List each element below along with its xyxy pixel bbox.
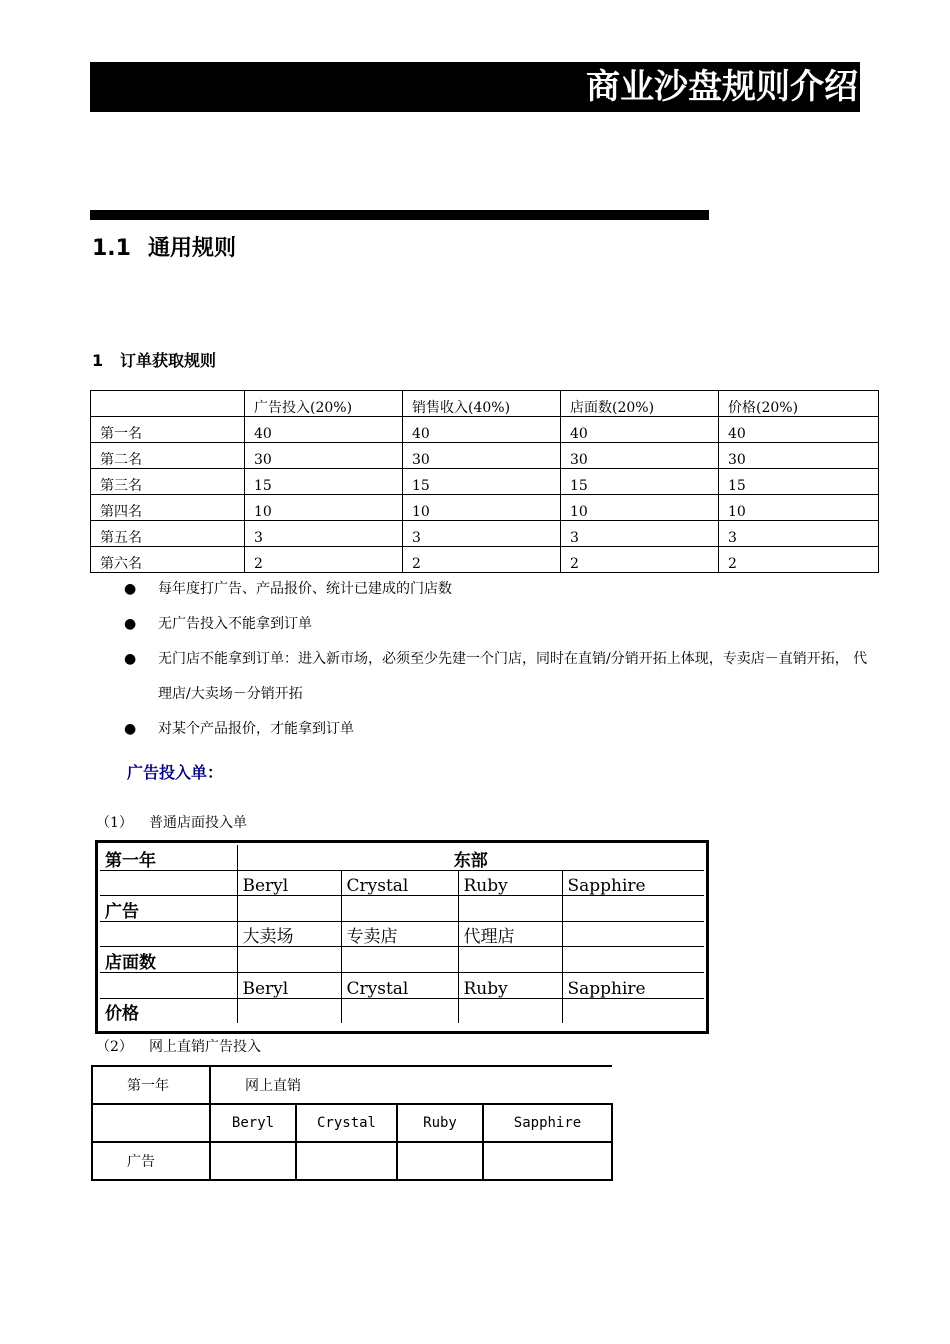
table-row	[100, 845, 704, 870]
table-cell: 30	[403, 443, 561, 469]
section-divider	[90, 210, 709, 220]
form1-caption-text: 普通店面投入单	[149, 815, 247, 831]
region-label: 东部	[237, 845, 704, 870]
bullet-text: 对某个产品报价，才能拿到订单	[158, 721, 354, 737]
table-cell: 15	[403, 469, 561, 495]
subsection-number: 1	[92, 351, 104, 370]
ad-input-cell[interactable]	[397, 1142, 483, 1180]
table-row	[91, 469, 879, 495]
table-cell: 40	[719, 417, 879, 443]
table-cell	[92, 1104, 210, 1142]
store-count-input-cell[interactable]	[341, 947, 458, 973]
table-row	[91, 443, 879, 469]
store-count-input-cell[interactable]	[562, 947, 704, 973]
ad-row-label: 广告	[92, 1142, 210, 1180]
product-label: Crystal	[341, 972, 458, 998]
bullet-icon: ●	[124, 616, 137, 632]
store-ad-form	[95, 840, 709, 1034]
table-row	[91, 547, 879, 573]
year-label: 第一年	[100, 845, 237, 870]
ad-form-colon: ：	[207, 763, 224, 782]
table-cell: 第四名	[91, 495, 245, 521]
table-cell: 3	[561, 521, 719, 547]
title-bar	[90, 62, 860, 112]
table-cell: 40	[561, 417, 719, 443]
ad-row-label: 广告	[100, 896, 237, 922]
ad-input-cell[interactable]	[562, 896, 704, 922]
table-row	[100, 870, 704, 896]
table-row	[100, 921, 704, 947]
bullet-text: 无广告投入不能拿到订单	[158, 616, 312, 632]
order-score-table	[90, 390, 879, 573]
price-input-cell[interactable]	[341, 998, 458, 1023]
product-label: Ruby	[397, 1104, 483, 1142]
table-row	[91, 417, 879, 443]
table-cell	[100, 972, 237, 998]
table-cell: 15	[561, 469, 719, 495]
table-header-row	[91, 391, 879, 417]
table-row	[91, 495, 879, 521]
bullet-text: 每年度打广告、产品报价、统计已建成的门店数	[158, 581, 452, 597]
table-cell: 第一名	[91, 417, 245, 443]
table-cell: 10	[561, 495, 719, 521]
table-row	[100, 947, 704, 973]
product-label: Beryl	[237, 972, 341, 998]
ad-input-cell[interactable]	[237, 896, 341, 922]
form1-caption-number: （1）	[96, 815, 133, 831]
table-cell: 2	[403, 547, 561, 573]
store-type-label: 专卖店	[341, 921, 458, 947]
price-input-cell[interactable]	[562, 998, 704, 1023]
product-label: Ruby	[458, 972, 562, 998]
table-cell: 15	[719, 469, 879, 495]
table-header-cell: 销售收入(40%)	[403, 391, 561, 417]
table-cell: 30	[719, 443, 879, 469]
table-header-cell: 价格(20%)	[719, 391, 879, 417]
form2-caption-text: 网上直销广告投入	[149, 1039, 261, 1055]
price-input-cell[interactable]	[237, 998, 341, 1023]
bullet-icon: ●	[124, 581, 137, 597]
list-item	[118, 642, 878, 712]
table-cell: 2	[245, 547, 403, 573]
rule-bullet-list	[118, 572, 878, 747]
ad-input-cell[interactable]	[483, 1142, 612, 1180]
channel-label: 网上直销	[210, 1066, 612, 1104]
subsection-title: 订单获取规则	[120, 351, 217, 370]
table-cell: 2	[561, 547, 719, 573]
form2-caption	[96, 1036, 261, 1058]
ad-input-cell[interactable]	[341, 896, 458, 922]
product-label: Sapphire	[562, 972, 704, 998]
table-row	[92, 1104, 612, 1142]
form2-caption-number: （2）	[96, 1039, 133, 1055]
store-count-input-cell[interactable]	[458, 947, 562, 973]
table-cell: 40	[403, 417, 561, 443]
table-cell: 15	[245, 469, 403, 495]
table-row	[100, 972, 704, 998]
table-cell	[100, 870, 237, 896]
ad-input-cell[interactable]	[296, 1142, 397, 1180]
table-cell: 10	[403, 495, 561, 521]
ad-input-cell[interactable]	[458, 896, 562, 922]
table-cell: 10	[719, 495, 879, 521]
table-cell: 30	[561, 443, 719, 469]
table-row	[100, 896, 704, 922]
table-cell: 第三名	[91, 469, 245, 495]
product-label: Ruby	[458, 870, 562, 896]
product-label: Sapphire	[562, 870, 704, 896]
table-row	[100, 998, 704, 1023]
bullet-icon: ●	[124, 721, 137, 737]
document-title: 商业沙盘规则介绍	[586, 67, 858, 107]
list-item	[118, 572, 878, 607]
store-type-label	[562, 921, 704, 947]
product-label: Beryl	[210, 1104, 296, 1142]
ad-form-label: 广告投入单	[127, 763, 208, 782]
store-ad-form-table	[100, 845, 704, 1023]
ad-input-cell[interactable]	[210, 1142, 296, 1180]
table-cell: 30	[245, 443, 403, 469]
store-count-row-label: 店面数	[100, 947, 237, 973]
online-ad-form-table	[91, 1065, 613, 1181]
ad-form-heading	[127, 760, 223, 786]
form1-caption	[96, 812, 247, 834]
table-cell: 2	[719, 547, 879, 573]
list-item	[118, 712, 878, 747]
table-header-cell: 广告投入(20%)	[245, 391, 403, 417]
table-header-cell	[91, 391, 245, 417]
table-cell: 10	[245, 495, 403, 521]
table-cell: 3	[719, 521, 879, 547]
section-title: 通用规则	[148, 236, 237, 261]
table-cell: 40	[245, 417, 403, 443]
table-row	[92, 1066, 612, 1104]
table-cell: 第五名	[91, 521, 245, 547]
section-number: 1.1	[92, 236, 131, 261]
table-row	[91, 521, 879, 547]
product-label: Crystal	[341, 870, 458, 896]
table-cell: 第二名	[91, 443, 245, 469]
table-header-cell: 店面数(20%)	[561, 391, 719, 417]
price-row-label: 价格	[100, 998, 237, 1023]
store-count-input-cell[interactable]	[237, 947, 341, 973]
product-label: Sapphire	[483, 1104, 612, 1142]
store-type-label: 大卖场	[237, 921, 341, 947]
table-row	[92, 1142, 612, 1180]
list-item	[118, 607, 878, 642]
bullet-icon: ●	[124, 651, 137, 667]
section-heading	[92, 234, 236, 264]
table-cell: 第六名	[91, 547, 245, 573]
price-input-cell[interactable]	[458, 998, 562, 1023]
product-label: Beryl	[237, 870, 341, 896]
product-label: Crystal	[296, 1104, 397, 1142]
store-type-label: 代理店	[458, 921, 562, 947]
year-label: 第一年	[92, 1066, 210, 1104]
table-cell: 3	[245, 521, 403, 547]
subsection-heading	[92, 349, 216, 373]
table-cell: 3	[403, 521, 561, 547]
table-cell	[100, 921, 237, 947]
bullet-text: 无门店不能拿到订单：进入新市场，必须至少先建一个门店，同时在直销/分销开拓上体现，专卖店－直销开拓， 代理店/大卖场－分销开拓	[158, 651, 868, 702]
